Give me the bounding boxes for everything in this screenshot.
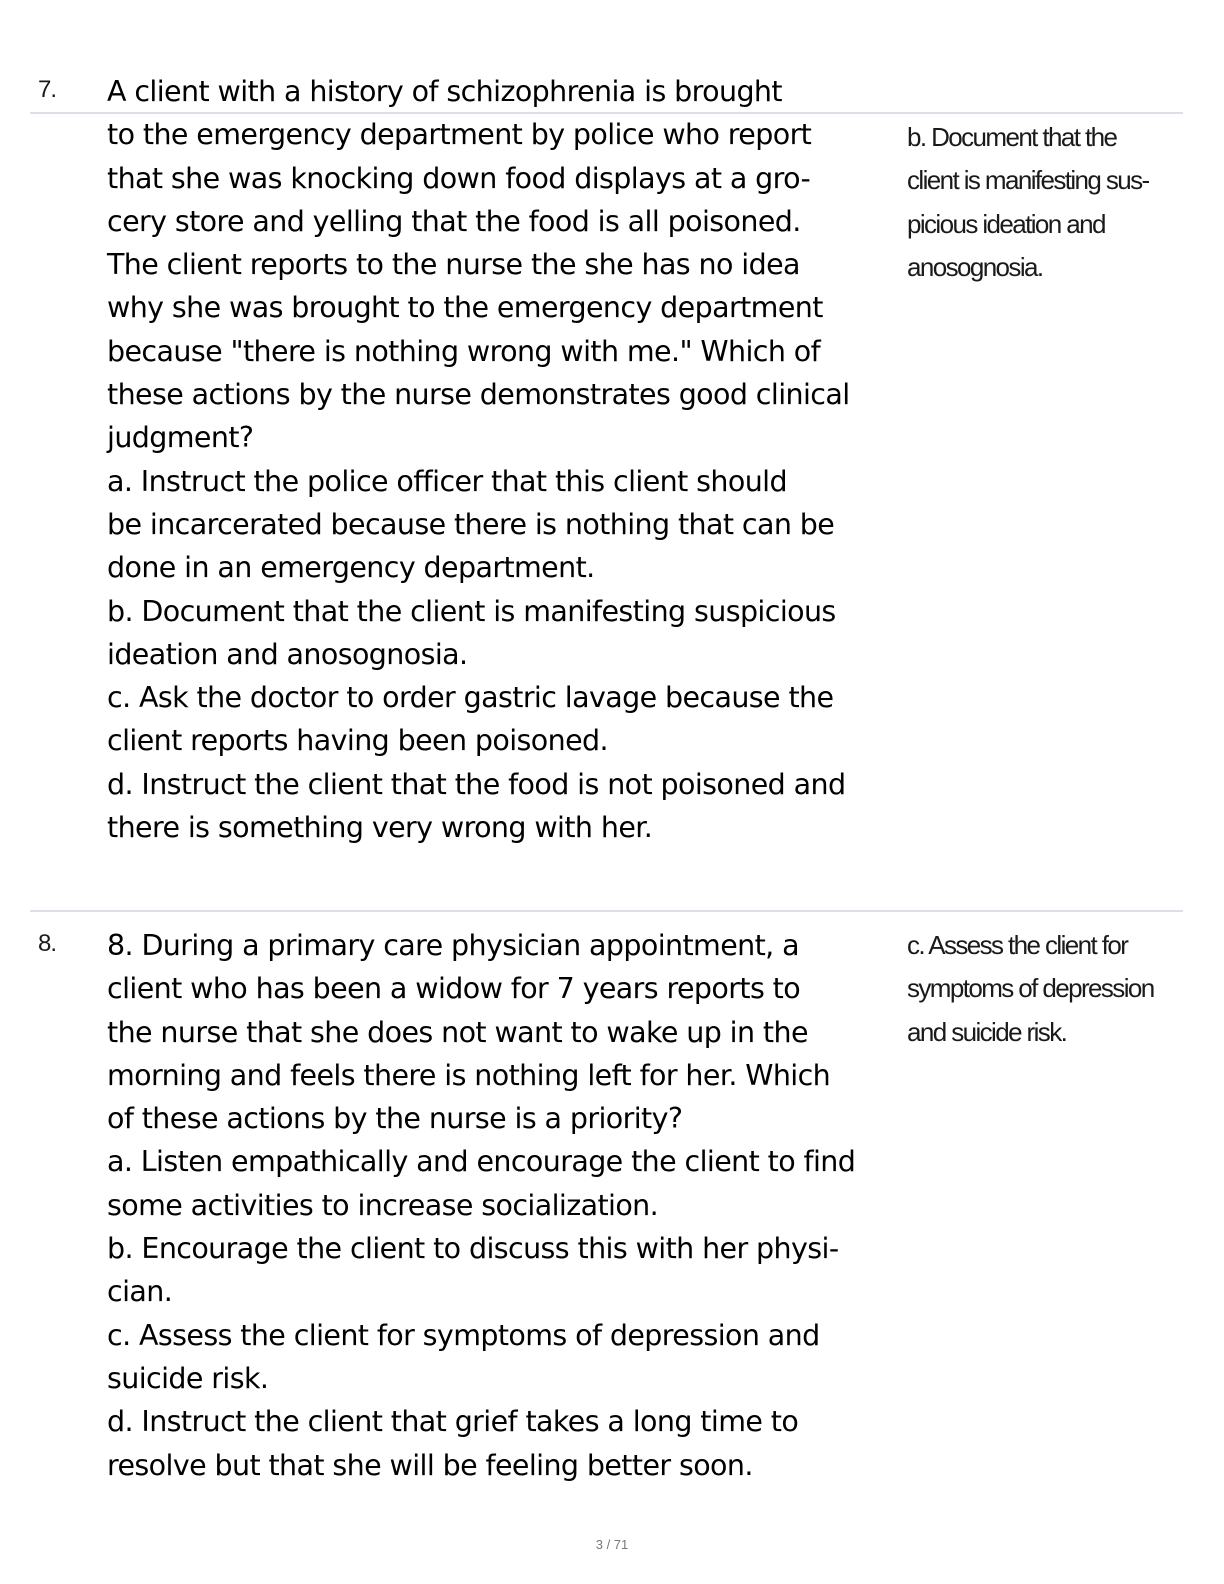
option-line: be incarcerated because there is nothing that can be	[107, 507, 835, 541]
question-line: to the emergency department by police who report	[107, 118, 812, 152]
question-line: these actions by the nurse demonstrates good clinical	[107, 378, 850, 412]
option-line: there is something very wrong with her.	[107, 811, 653, 845]
answer-line: symptoms of depression	[907, 973, 1154, 1004]
option-line: b. Encourage the client to discuss this with her physi-	[107, 1232, 839, 1266]
question-line: 8. During a primary care physician appointment, a	[107, 929, 799, 962]
option-line: d. Instruct the client that grief takes a long time to	[107, 1405, 799, 1439]
question-line: morning and feels there is nothing left for her. Which	[107, 1058, 831, 1092]
question-line: cery store and yelling that the food is all poisoned.	[107, 204, 801, 238]
divider	[30, 112, 1183, 114]
page-indicator: 3 / 71	[595, 1537, 629, 1552]
answer-line: anosognosia.	[907, 251, 1043, 282]
question-line: because "there is nothing wrong with me." Which of	[107, 334, 821, 368]
option-line: a. Instruct the police officer that this client should	[107, 464, 787, 498]
question-number: 8.	[38, 930, 57, 957]
question-line: client who has been a widow for 7 years reports to	[107, 972, 801, 1006]
option-line: a. Listen empathically and encourage the client to find	[107, 1145, 856, 1179]
answer-line: b. Document that the	[907, 122, 1117, 152]
question-line: of these actions by the nurse is a priority?	[107, 1102, 683, 1136]
option-line: c. Ask the doctor to order gastric lavage because the	[107, 681, 834, 715]
option-line: ideation and anosognosia.	[107, 637, 468, 671]
option-line: cian.	[107, 1275, 173, 1309]
option-line: resolve but that she will be feeling better soon.	[107, 1448, 753, 1482]
option-line: d. Instruct the client that the food is not poisoned and	[107, 767, 846, 801]
question-line: judgment?	[107, 421, 254, 455]
answer-line: and suicide risk.	[907, 1016, 1067, 1047]
answer-line: client is manifesting sus-	[907, 165, 1149, 196]
question-line: the nurse that she does not want to wake up in the	[107, 1015, 808, 1049]
answer-line: c. Assess the client for	[907, 930, 1128, 960]
option-line: c. Assess the client for symptoms of depression and	[107, 1318, 820, 1352]
question-line: that she was knocking down food displays at a gro-	[107, 161, 811, 195]
option-line: some activities to increase socialization.	[107, 1188, 659, 1222]
question-line: why she was brought to the emergency department	[107, 291, 823, 325]
answer-text	[907, 116, 1207, 289]
question-text	[107, 924, 907, 1487]
option-line: b. Document that the client is manifesting suspicious	[107, 594, 836, 628]
option-line: client reports having been poisoned.	[107, 724, 608, 758]
option-line: suicide risk.	[107, 1361, 269, 1395]
divider	[30, 910, 1183, 912]
answer-line: picious ideation and	[907, 208, 1105, 239]
question-text	[107, 70, 907, 849]
question-line: A client with a history of schizophrenia is brought	[107, 75, 782, 108]
question-number: 7.	[38, 76, 57, 103]
answer-text	[907, 924, 1207, 1054]
option-line: done in an emergency department.	[107, 551, 595, 585]
question-line: The client reports to the nurse the she has no idea	[107, 248, 800, 282]
